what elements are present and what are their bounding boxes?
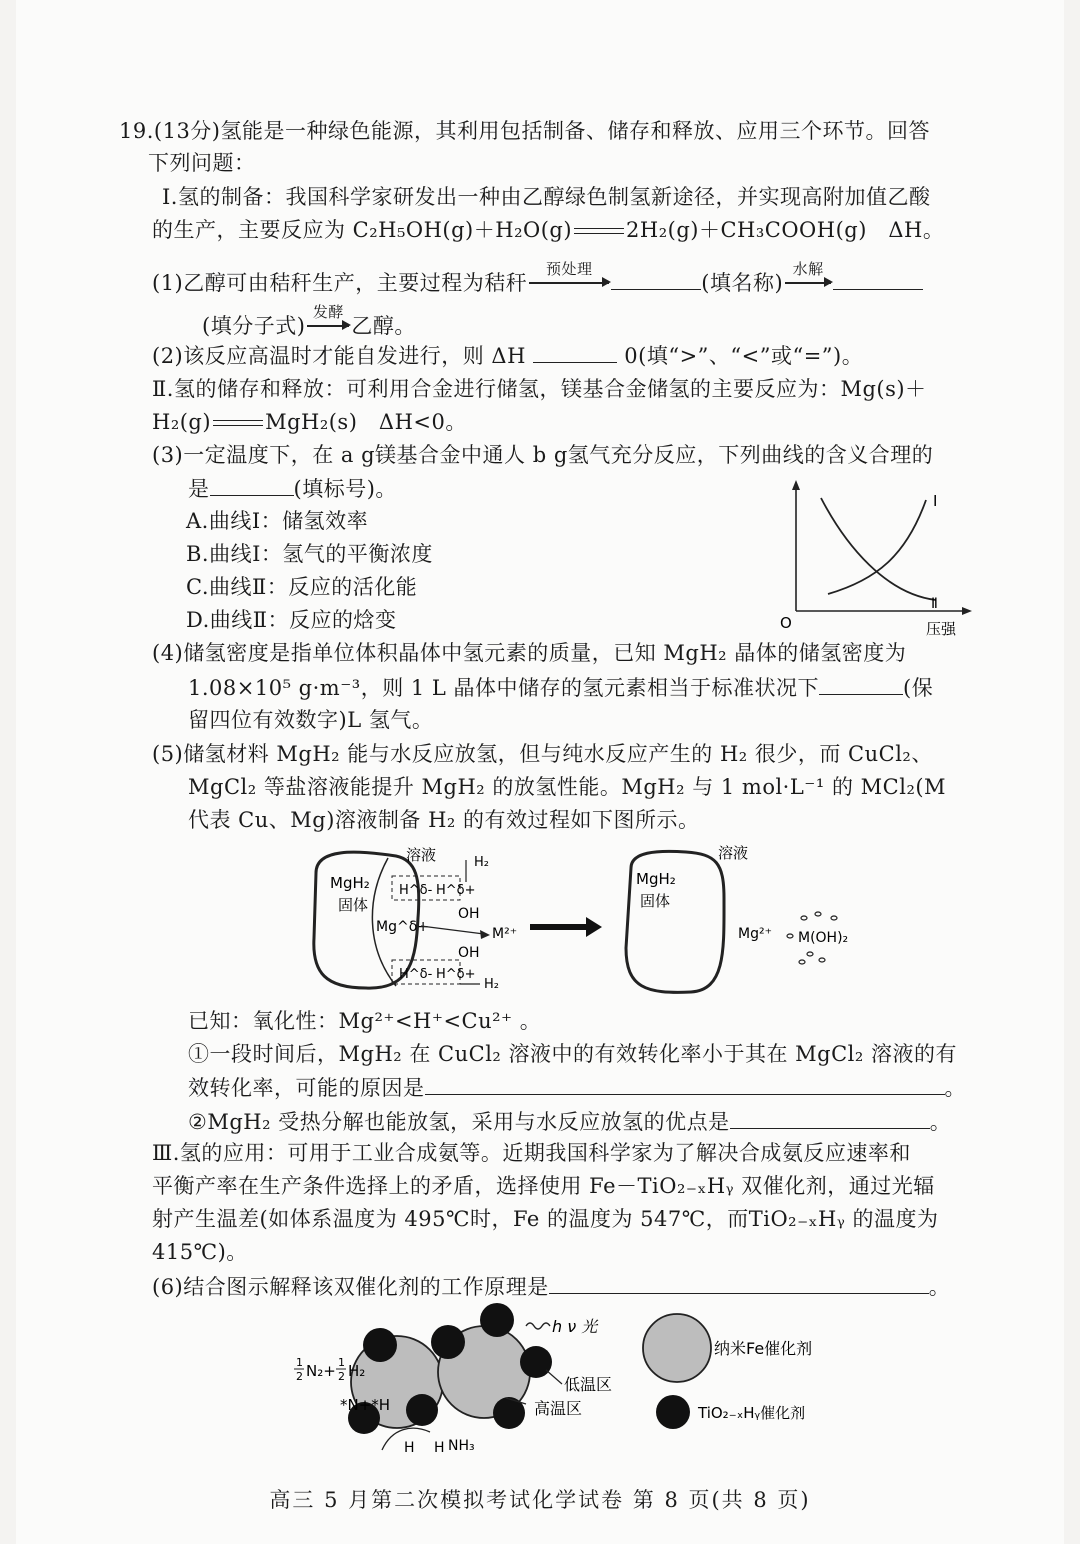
period-2: 。 bbox=[929, 1110, 952, 1134]
oh-label-1: OH bbox=[458, 906, 480, 922]
section3-line4: 415℃)。 bbox=[152, 1240, 248, 1264]
part5-q1-line1: ①一段时间后，MgH₂ 在 CuCl₂ 溶液中的有效转化率小于其在 MgCl₂ 溶液的有 bbox=[188, 1042, 957, 1066]
option-a: A.曲线Ⅰ：储氢效率 bbox=[186, 509, 369, 533]
answer-blank-1a[interactable] bbox=[611, 267, 701, 290]
known-line: 已知：氧化性：Mg²⁺<H⁺<Cu²⁺ 。 bbox=[188, 1009, 542, 1033]
exam-page bbox=[16, 0, 1064, 1544]
equilibrium-arrow bbox=[574, 225, 624, 239]
q19-line1: 19.(13分)氢能是一种绿色能源，其利用包括制备、储存和释放、应用三个环节。回答 bbox=[119, 119, 931, 143]
high-temp-label: 高温区 bbox=[534, 1399, 583, 1418]
section1-line2 bbox=[152, 215, 944, 245]
h-minus-label-1: H^δ- bbox=[399, 883, 433, 898]
curve-II bbox=[821, 498, 936, 600]
reactant-label bbox=[294, 1356, 365, 1383]
low-temp-label: 低温区 bbox=[564, 1375, 613, 1394]
part2-hint: 0(填“>”、“<”或“=”)。 bbox=[624, 344, 864, 368]
curve-I-label: Ⅰ bbox=[933, 492, 938, 510]
section2-line2 bbox=[152, 407, 467, 437]
m2-label: M²⁺ bbox=[492, 926, 518, 942]
moh2-label: M(OH)₂ bbox=[798, 930, 849, 946]
answer-blank-2[interactable] bbox=[533, 340, 617, 363]
mg-delta-label: Mg^δ+ bbox=[376, 919, 429, 935]
part5-line1: (5)储氢材料 MgH₂ 能与水反应放氢，但与纯水反应产生的 H₂ 很少，而 CuCl₂、 bbox=[152, 742, 933, 766]
part5-q2-line bbox=[188, 1106, 951, 1137]
part4-hint: (保 bbox=[903, 676, 934, 700]
mg-reaction-left: H₂(g) bbox=[152, 410, 212, 434]
h-plus-label-1: H^δ+ bbox=[436, 883, 476, 898]
adsorbed-label: *N+*H bbox=[340, 1396, 391, 1414]
part1-hint: (填名称) bbox=[701, 271, 784, 295]
solution-label: 溶液 bbox=[406, 846, 437, 864]
page-footer: 高三 5 月第二次模拟考试化学试卷 第 8 页(共 8 页) bbox=[269, 1488, 811, 1512]
solid-label: 固体 bbox=[338, 896, 369, 914]
part2-line bbox=[152, 340, 863, 371]
part1-text: (1)乙醇可由秸秆生产，主要过程为秸秆 bbox=[152, 271, 528, 295]
curve-II-label: Ⅱ bbox=[931, 596, 938, 612]
h2-bottom-label: H₂ bbox=[484, 977, 499, 992]
mgh2-process-diagram bbox=[296, 838, 876, 998]
option-b: B.曲线Ⅰ：氢气的平衡浓度 bbox=[186, 542, 433, 566]
arrow-pretreatment: 预处理 bbox=[527, 262, 611, 290]
section1-line1: Ⅰ.氢的制备：我国科学家研发出一种由乙醇绿色制氢新途径，并实现高附加值乙酸 bbox=[162, 185, 931, 209]
part1-hint2: (填分子式) bbox=[202, 314, 306, 338]
answer-blank-4[interactable] bbox=[819, 672, 903, 695]
mgh2-label-2: MgH₂ bbox=[636, 870, 676, 888]
part2-text: (2)该反应高温时才能自发进行，则 ΔH bbox=[152, 344, 526, 368]
mgh2-label: MgH₂ bbox=[330, 874, 370, 892]
mg-reaction-right: MgH₂(s) ΔH<0。 bbox=[265, 410, 467, 434]
answer-blank-3[interactable] bbox=[210, 473, 294, 496]
part5-line2: MgCl₂ 等盐溶液能提升 MgH₂ 的放氢性能。MgH₂ 与 1 mol·L⁻¹ 的 MCl₂(M bbox=[188, 775, 947, 799]
part5-line3: 代表 Cu、Mg)溶液制备 H₂ 的有效过程如下图所示。 bbox=[188, 808, 700, 832]
fe-legend-label: 纳米Fe催化剂 bbox=[714, 1339, 813, 1358]
part3-line2 bbox=[188, 473, 397, 504]
arrow-ferment: 发酵 bbox=[305, 305, 351, 333]
pressure-graph bbox=[776, 476, 976, 640]
section3-line2: 平衡产率在生产条件选择上的矛盾，选择使用 Fe－TiO₂₋ₓHᵧ 双催化剂，通过光辐 bbox=[152, 1174, 935, 1198]
answer-blank-5-1[interactable] bbox=[425, 1072, 945, 1095]
fe-legend-circle bbox=[643, 1314, 711, 1382]
part6-line bbox=[152, 1271, 950, 1302]
part1-line1 bbox=[152, 262, 923, 298]
section3-line3: 射产生温差(如体系温度为 495℃时，Fe 的温度为 547℃，而TiO₂₋ₓHᵧ 的温度为 bbox=[152, 1207, 939, 1231]
period-1: 。 bbox=[944, 1076, 966, 1100]
part5-q2-text: ②MgH₂ 受热分解也能放氢，采用与水反应放氢的优点是 bbox=[188, 1110, 730, 1134]
h-minus-label-2: H^δ- bbox=[399, 967, 433, 982]
part4-line3: 留四位有效数字)L 氢气。 bbox=[188, 708, 434, 732]
h-plus-label-2: H^δ+ bbox=[436, 967, 476, 982]
svg-text:N₂+: N₂+ bbox=[306, 1362, 336, 1380]
equilibrium-arrow-2 bbox=[213, 417, 263, 431]
x-axis-label: 压强 bbox=[926, 620, 957, 638]
part1-end: 乙醇。 bbox=[351, 314, 416, 338]
part5-q1-text: 效转化率，可能的原因是 bbox=[188, 1076, 425, 1100]
h-label-2: H bbox=[434, 1440, 445, 1456]
h2-top-label: H₂ bbox=[474, 855, 489, 870]
solution-label-2: 溶液 bbox=[718, 844, 749, 862]
part4-text: 1.08×10⁵ g·m⁻³，则 1 L 晶体中储存的氢元素相当于标准状况下 bbox=[188, 676, 820, 700]
svg-text:H₂: H₂ bbox=[348, 1362, 366, 1380]
part6-text: (6)结合图示解释该双催化剂的工作原理是 bbox=[152, 1275, 549, 1299]
answer-blank-6[interactable] bbox=[549, 1271, 929, 1294]
part3-text: 是 bbox=[188, 477, 210, 501]
ti-legend-label: TiO₂₋ₓHᵧ催化剂 bbox=[698, 1404, 806, 1422]
part1-line2 bbox=[202, 305, 416, 341]
curve-I bbox=[828, 500, 926, 594]
reaction-left: 的生产，主要反应为 C₂H₅OH(g)＋H₂O(g) bbox=[152, 218, 573, 242]
catalyst-diagram bbox=[272, 1300, 852, 1465]
option-d: D.曲线Ⅱ：反应的焓变 bbox=[186, 608, 397, 632]
nh3-label: NH₃ bbox=[448, 1438, 475, 1454]
svg-text:2: 2 bbox=[338, 1370, 345, 1383]
mg2-label: Mg²⁺ bbox=[738, 926, 772, 942]
part4-line1: (4)储氢密度是指单位体积晶体中氢元素的质量，已知 MgH₂ 晶体的储氢密度为 bbox=[152, 641, 907, 665]
ti-legend-circle bbox=[656, 1395, 690, 1429]
section3-line1: Ⅲ.氢的应用：可用于工业合成氨等。近期我国科学家为了解决合成氨反应速率和 bbox=[152, 1141, 911, 1165]
reaction-right: 2H₂(g)＋CH₃COOH(g) ΔH。 bbox=[626, 218, 945, 242]
origin-label: O bbox=[780, 614, 792, 632]
svg-text:1: 1 bbox=[338, 1356, 345, 1369]
section2-line1: Ⅱ.氢的储存和释放：可利用合金进行储氢，镁基合金储氢的主要反应为：Mg(s)＋ bbox=[152, 377, 927, 401]
q19-line2: 下列问题： bbox=[148, 151, 256, 175]
part4-line2 bbox=[188, 672, 933, 703]
option-c: C.曲线Ⅱ：反应的活化能 bbox=[186, 575, 418, 599]
svg-text:2: 2 bbox=[296, 1370, 303, 1383]
solid-label-2: 固体 bbox=[640, 892, 671, 910]
answer-blank-5-2[interactable] bbox=[730, 1106, 930, 1129]
part5-q1-line2 bbox=[188, 1072, 966, 1103]
period-3: 。 bbox=[928, 1275, 951, 1299]
oh-label-2: OH bbox=[458, 945, 480, 961]
part3-hint: (填标号)。 bbox=[293, 477, 397, 501]
part3-line1: (3)一定温度下，在 a g镁基合金中通人 b g氢气充分反应，下列曲线的含义合理的 bbox=[152, 443, 934, 467]
svg-text:1: 1 bbox=[296, 1356, 303, 1369]
light-label: h ν 光 bbox=[552, 1317, 598, 1336]
h-label-1: H bbox=[404, 1440, 415, 1456]
answer-blank-1b[interactable] bbox=[833, 267, 923, 290]
arrow-hydrolysis: 水解 bbox=[783, 262, 833, 290]
